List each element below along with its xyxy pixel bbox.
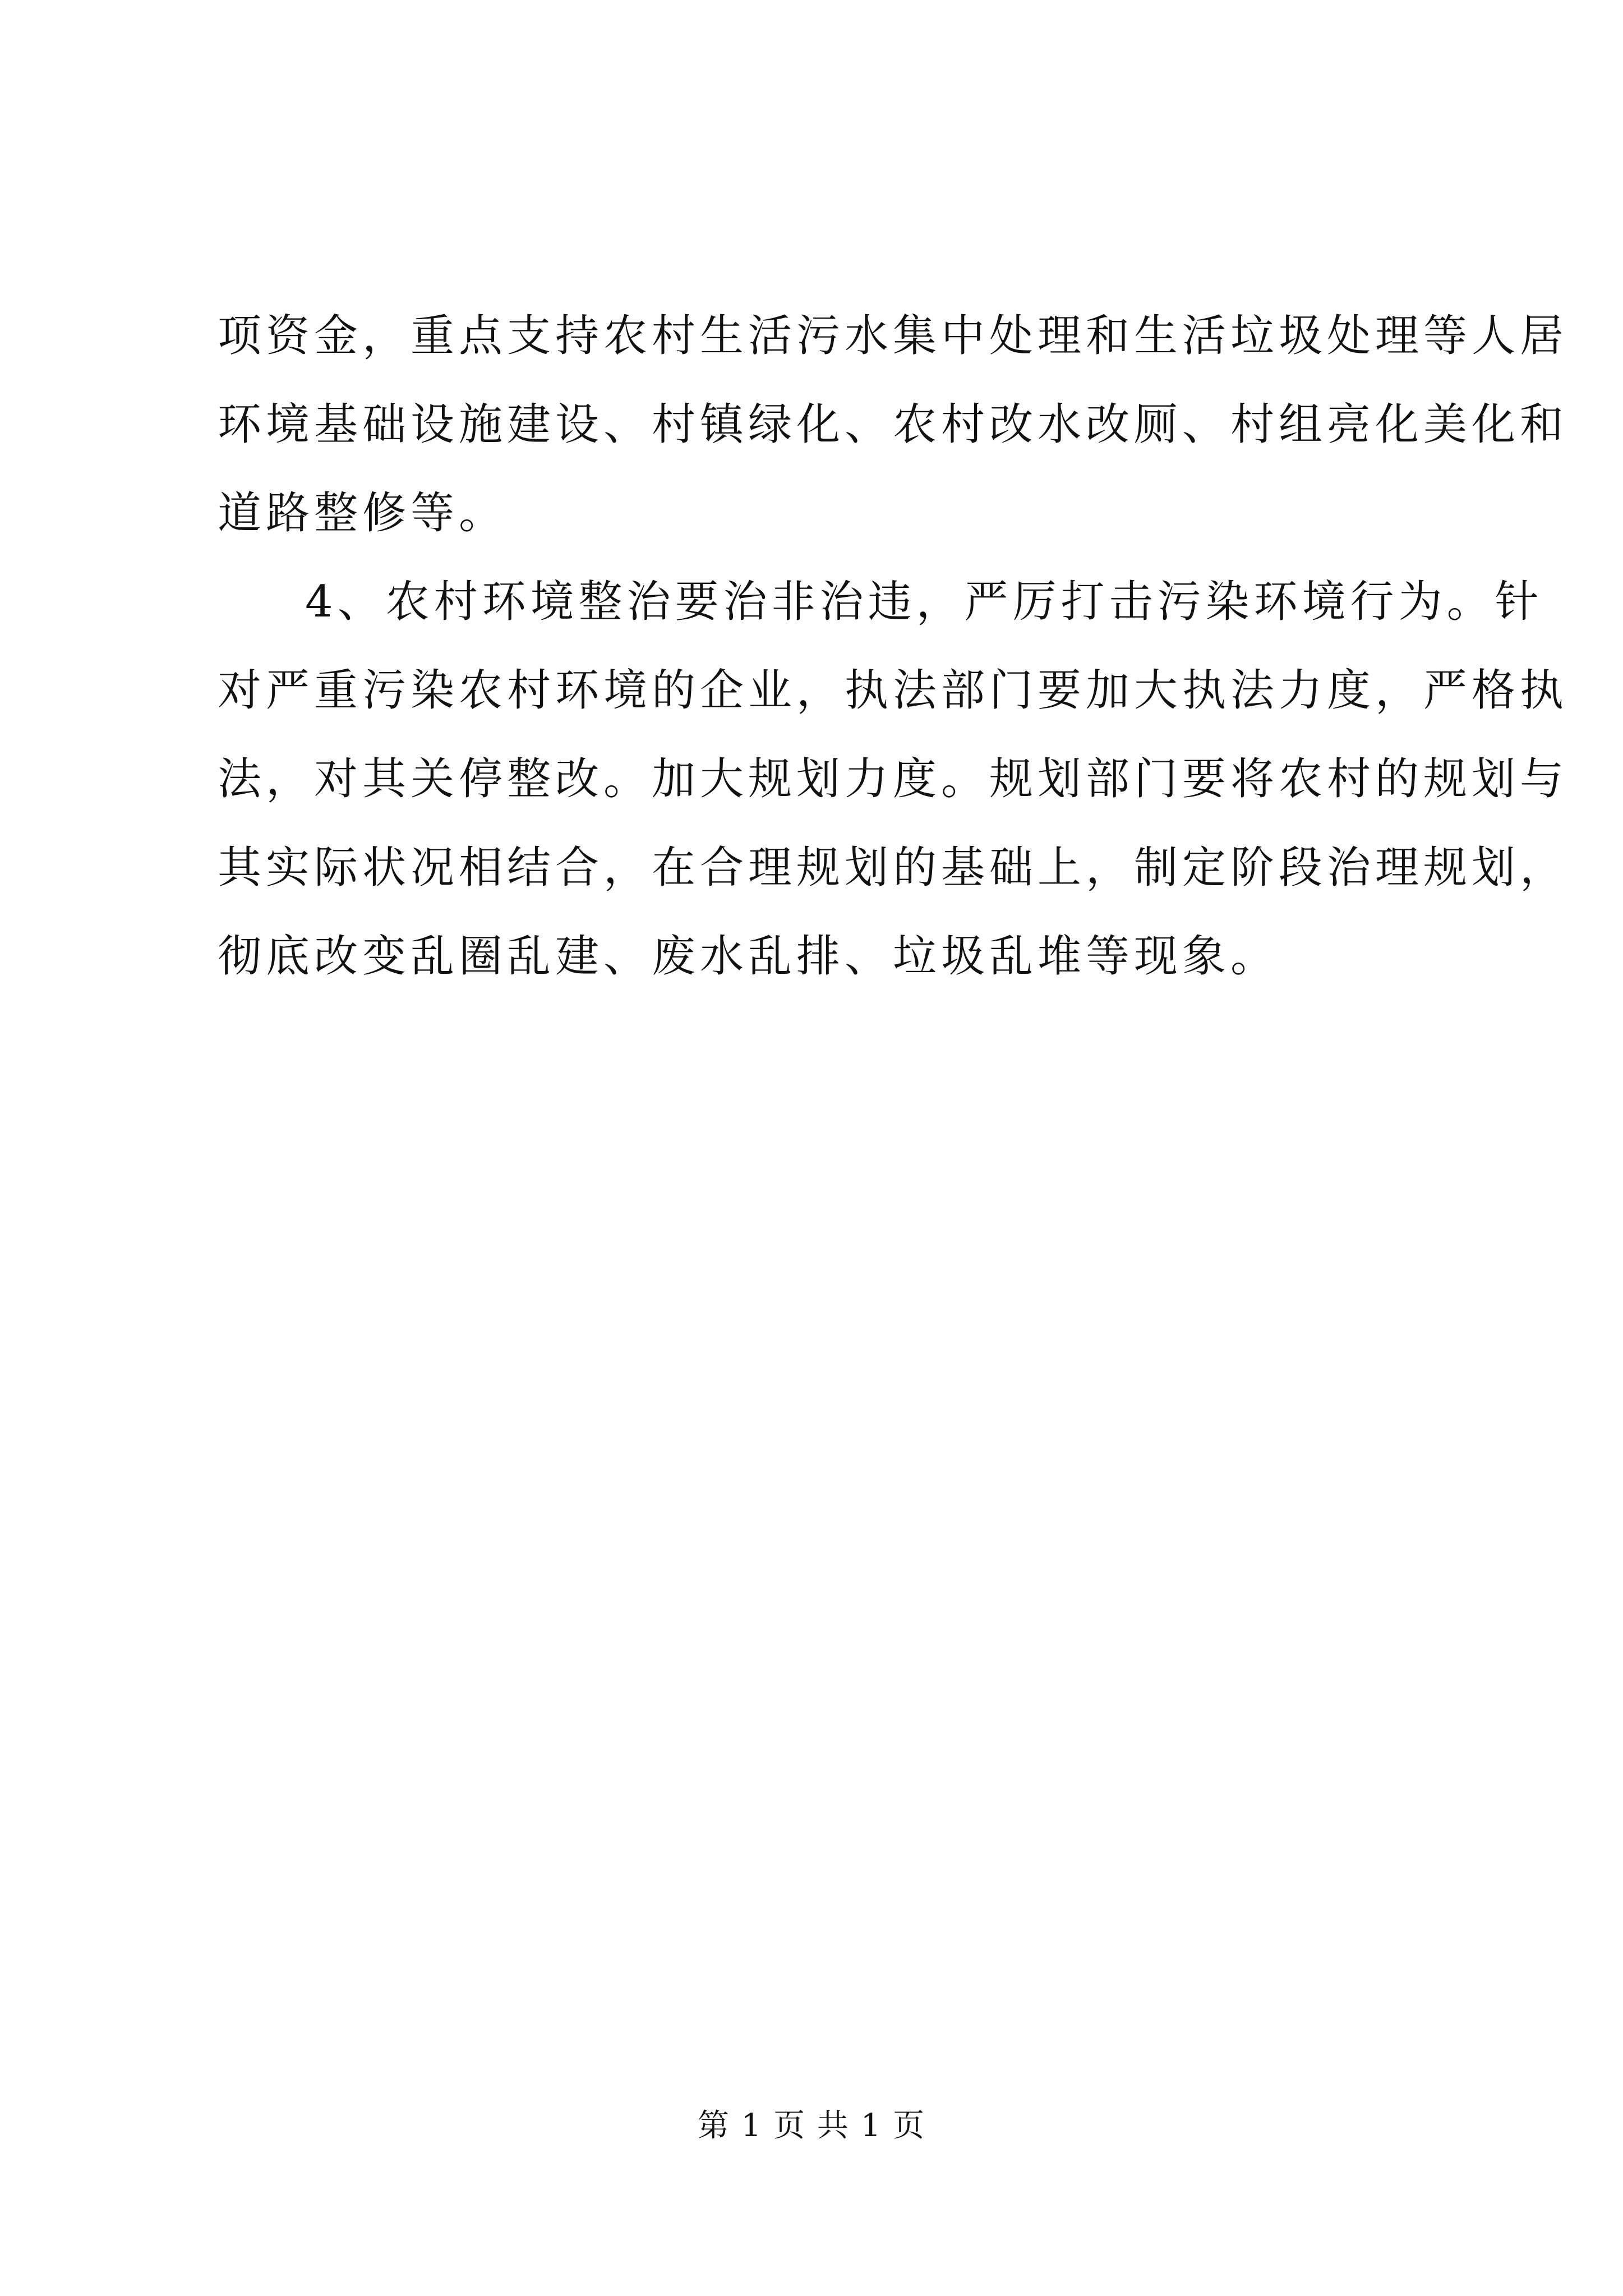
paragraph-line: 项资金，重点支持农村生活污水集中处理和生活垃圾处理等人居 [218,311,1569,361]
paragraph-line: 其实际状况相结合，在合理规划的基础上，制定阶段治理规划， [218,843,1569,893]
paragraph-line: 彻底改变乱圈乱建、废水乱排、垃圾乱堆等现象。 [218,931,1279,982]
paragraph-line: 道路整修等。 [218,488,508,539]
page-number-footer: 第 1 页 共 1 页 [697,2108,926,2144]
paragraph-line: 法，对其关停整改。加大规划力度。规划部门要将农村的规划与 [218,754,1569,804]
document-body [218,292,1569,1001]
paragraph-line: 4、农村环境整治要治非治违，严厉打击污染环境行为。针 [305,577,1543,627]
paragraph-line: 环境基础设施建设、村镇绿化、农村改水改厕、村组亮化美化和 [218,399,1569,450]
paragraph-line: 对严重污染农村环境的企业，执法部门要加大执法力度，严格执 [218,665,1569,716]
